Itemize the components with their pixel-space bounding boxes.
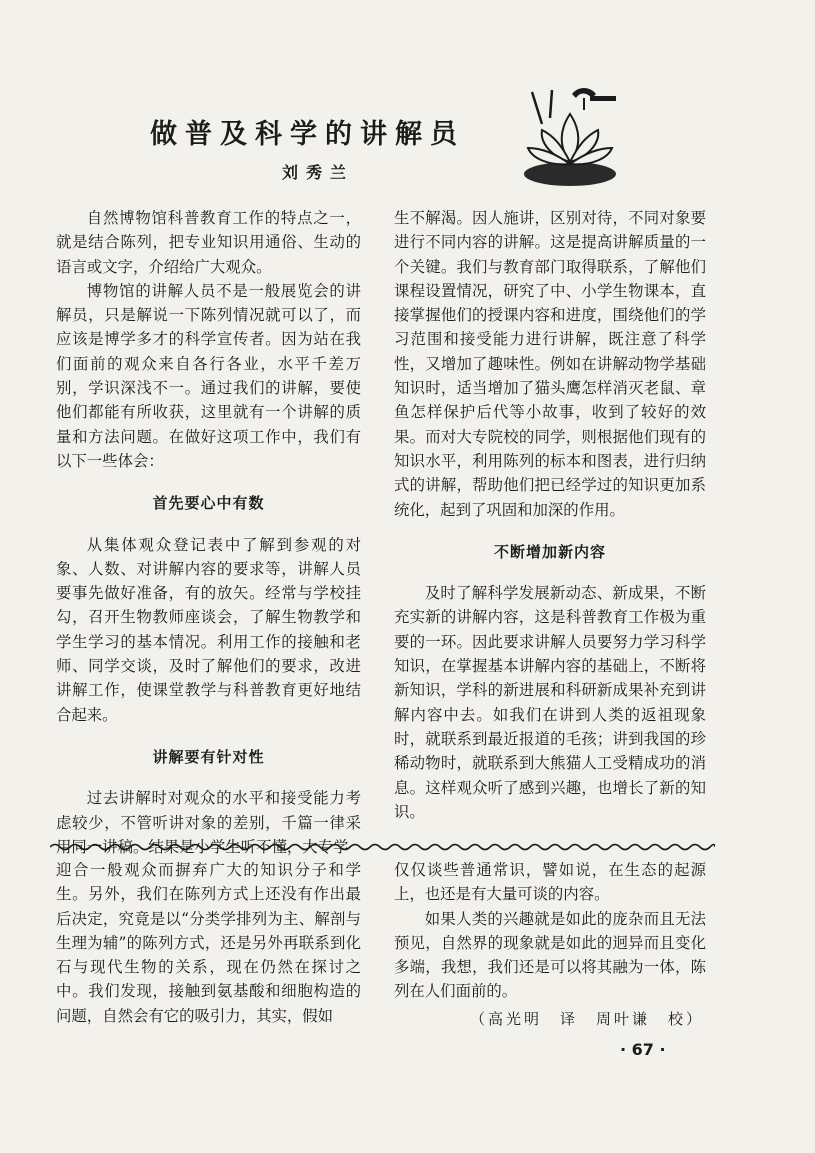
paragraph: 从集体观众登记表中了解到参观的对象、人数、对讲解内容的要求等，讲解人员要事先做好准备，有的放矢。经常与学校挂勾，召开生物教师座谈会，了解生物教学和学生学习的基本情况。利用工作的接触和老师、同学交谈，及时了解他们的要求，改进讲解工作，使课堂教学与科普教育更好地结合起来。: [56, 535, 361, 724]
wavy-divider: [50, 842, 715, 852]
article-author: 刘秀兰: [282, 163, 355, 182]
column-bottom-right: [394, 858, 706, 1004]
section-heading: 不断增加新内容: [493, 542, 606, 561]
column-top-right: [394, 206, 706, 824]
paragraph: 生不解渴。因人施讲，区别对待，不同对象要进行不同内容的讲解。这是提高讲解质量的一个关键。我们与教育部门取得联系，了解他们课程设置情况，研究了中、小学生物课本，直接掌握他们的授课内容和进度，围绕他们的学习范围和接受能力进行讲解，既注意了科学性，又增加了趣味性。例如在讲解动物学基础知识时，适当增加了猫头鹰怎样消灭老鼠、章鱼怎样保护后代等小故事，收到了较好的效果。而对大专院校的同学，则根据他们现有的知识水平，利用陈列的标本和图表，进行归纳式的讲解，帮助他们把已经学过的知识更加系统化，起到了巩固和加深的作用。: [394, 209, 706, 519]
section-heading: 讲解要有针对性: [152, 747, 265, 766]
page-number: · 67 ·: [620, 1040, 666, 1059]
article-title: 做普及科学的讲解员: [150, 119, 465, 150]
section-heading: 首先要心中有数: [152, 494, 265, 513]
column-top-left: [56, 206, 361, 859]
paragraph: 如果人类的兴趣就是如此的庞杂而且无法预见，自然界的现象就是如此的迥异而且变化多端，我想，我们还是可以将其融为一体，陈列在人们面前的。: [394, 909, 706, 1001]
paragraph: 及时了解科学发展新动态、新成果，不断充实新的讲解内容，这是科普教育工作极为重要的一环。因此要求讲解人员要努力学习科学知识，在掌握基本讲解内容的基础上，不断将新知识，学科的新进展和科研新成果补充到讲解内容中去。如我们在讲到人类的返祖现象时，就联系到最近报道的毛孩；讲到我国的珍稀动物时，就联系到大熊猫人工受精成功的消息。这样观众听了感到兴趣，也增长了新的知识。: [394, 584, 706, 821]
paragraph: 自然博物馆科普教育工作的特点之一，就是结合陈列，把专业知识用通俗、生动的语言或文字，介绍给广大观众。: [56, 209, 361, 276]
translator-credit: （高光明 译 周叶谦 校）: [470, 1010, 705, 1028]
paragraph: 博物馆的讲解人员不是一般展览会的讲解员，只是解说一下陈列情况就可以了，而应该是博学多才的科学宣传者。因为站在我们面前的观众来自各行各业，水平千差万别，学识深浅不一。通过我们的讲解，要使他们都能有所收获，这里就有一个讲解的质量和方法问题。在做好这项工作中，我们有以下一些体会：: [56, 281, 361, 470]
lotus-flower-illustration: [520, 84, 620, 194]
column-bottom-left: [56, 858, 361, 1028]
paragraph: 仅仅谈些普通常识，譬如说，在生态的起源上，也还是有大量可谈的内容。: [394, 861, 706, 904]
paragraph: 迎合一般观众而摒弃广大的知识分子和学生。另外，我们在陈列方式上还没有作出最后决定，究竟是以“分类学排列为主、解剖与生理为辅”的陈列方式，还是另外再联系到化石与现代生物的关系，现在仍然在探讨之中。我们发现，接触到氨基酸和细胞构造的问题，自然会有它的吸引力，其实，假如: [56, 861, 361, 1025]
paragraph: 过去讲解时对观众的水平和接受能力考虑较少，不管听讲对象的差别，千篇一律采用同一讲稿。结果是小学生听不懂，大专学: [56, 789, 361, 856]
